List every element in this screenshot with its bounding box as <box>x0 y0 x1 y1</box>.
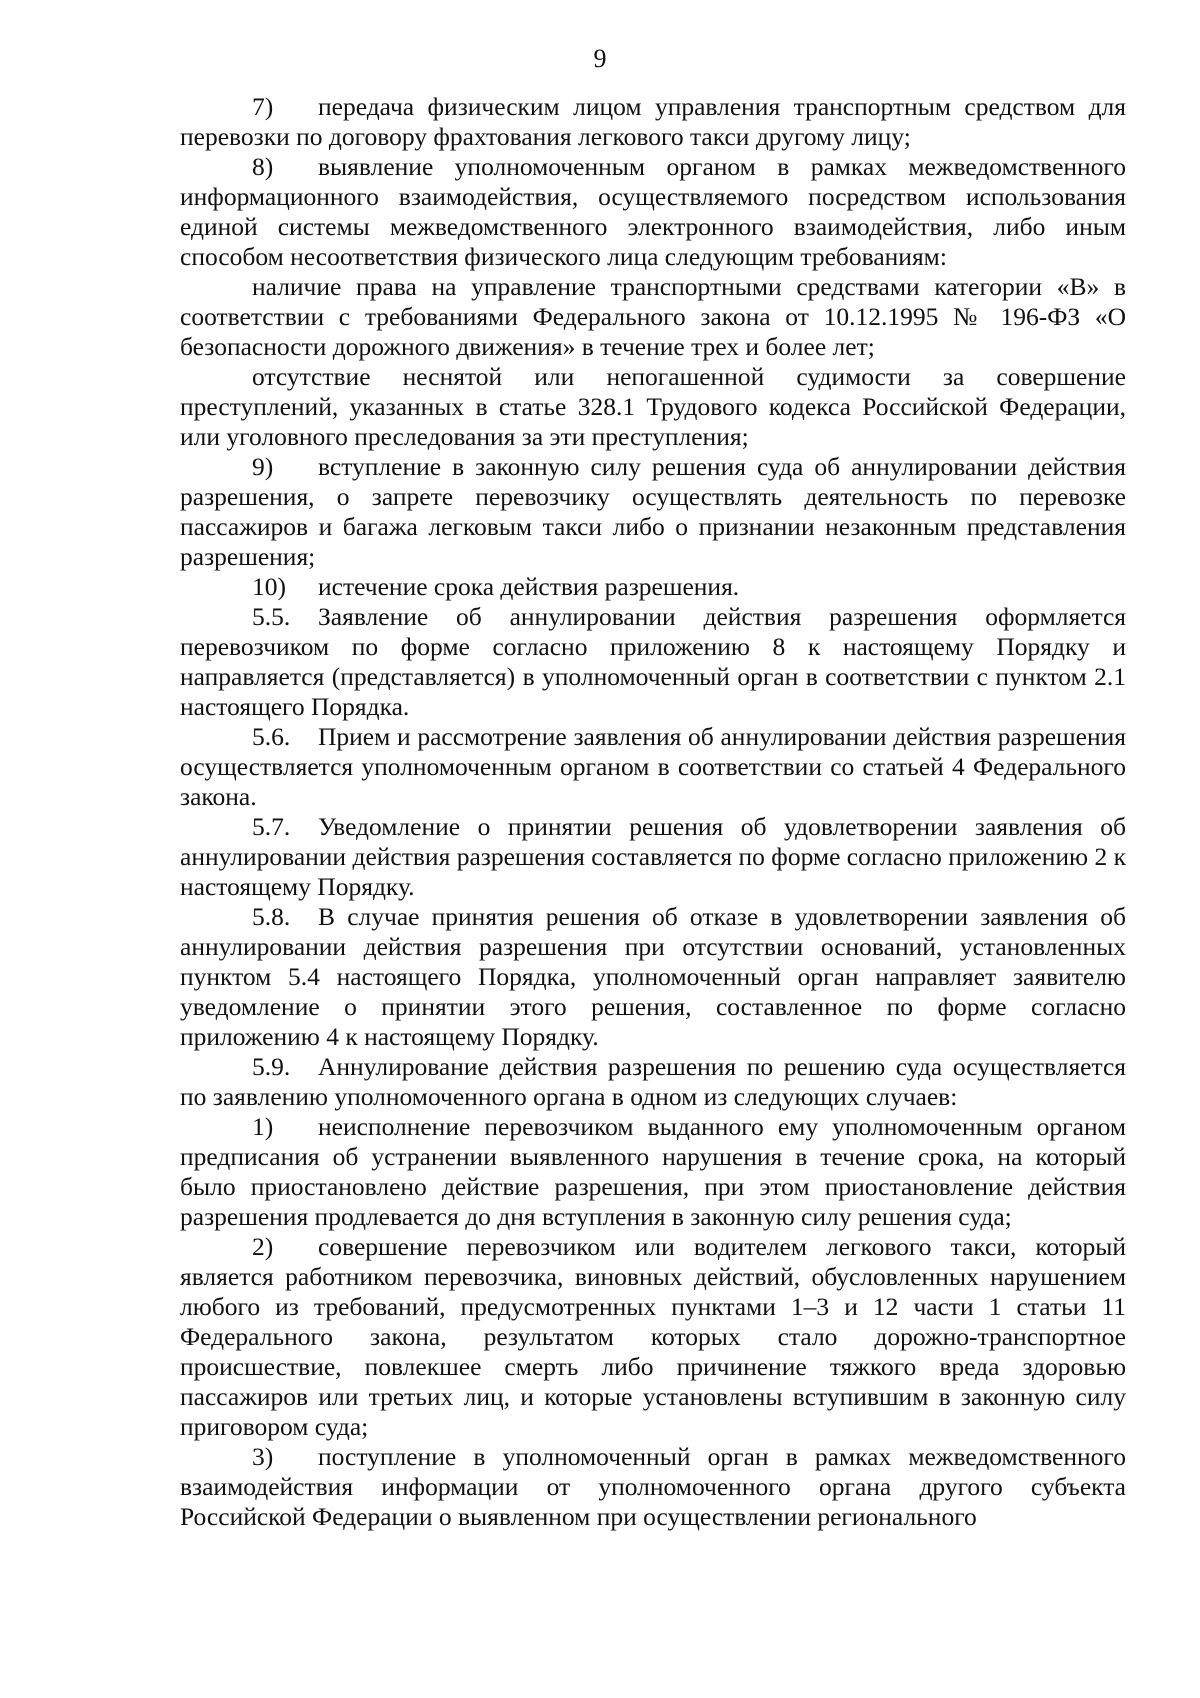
paragraph-number: 9) <box>252 452 274 481</box>
paragraph <box>180 1442 1126 1532</box>
paragraph-number: 3) <box>252 1442 274 1471</box>
paragraph-text: Прием и рассмотрение заявления об аннулировании действия разрешения осуществляется уполномоченным органом в соответствии со статьей 4 Федерального закона. <box>180 722 1126 811</box>
paragraph <box>180 602 1126 722</box>
paragraph <box>180 722 1126 812</box>
paragraph-text: Заявление об аннулировании действия разрешения оформляется перевозчиком по форме согласно приложению 8 к настоящему Порядку и направляется (представляется) в уполномоченный орган в соответствии с пунктом 2.1 настоящего Порядка. <box>180 602 1126 721</box>
paragraph-text: неисполнение перевозчиком выданного ему уполномоченным органом предписания об устранении выявленного нарушения в течение срока, на который было приостановлено действие разрешения, при этом приостановление действия разрешения продлевается до дня вступления в законную силу решения суда; <box>180 1112 1126 1231</box>
paragraph <box>180 812 1126 902</box>
paragraph-text: выявление уполномоченным органом в рамках межведомственного информационного взаимодействия, осуществляемого посредством использования единой системы межведомственного электронного взаимодействия, либо иным способом несоответствия физического лица следующим требованиям: <box>180 152 1126 271</box>
paragraph-text: поступление в уполномоченный орган в рамках межведомственного взаимодействия информации от уполномоченного органа другого субъекта Российской Федерации о выявленном при осуществлении регионального <box>180 1442 1126 1531</box>
paragraph-number: 5.5. <box>252 602 291 631</box>
paragraph <box>180 362 1126 452</box>
paragraph-number: 7) <box>252 92 274 121</box>
paragraph <box>180 902 1126 1052</box>
paragraph-number: 2) <box>252 1232 274 1261</box>
paragraph <box>180 272 1126 362</box>
paragraph-text: совершение перевозчиком или водителем легкового такси, который является работником перевозчика, виновных действий, обусловленных нарушением любого из требований, предусмотренных пунктами 1–3 и 12 части 1 статьи 11 Федерального закона, результатом которых стало дорожно-транспортное происшествие, повлекшее смерть либо причинение тяжкого вреда здоровью пассажиров или третьих лиц, и которые установлены вступившим в законную силу приговором суда; <box>180 1232 1126 1441</box>
page-number: 9 <box>593 44 607 73</box>
paragraph <box>180 452 1126 572</box>
paragraph-number: 8) <box>252 152 274 181</box>
paragraph-text: истечение срока действия разрешения. <box>318 572 740 601</box>
paragraph-text: В случае принятия решения об отказе в удовлетворении заявления об аннулировании действия разрешения при отсутствии оснований, установленных пунктом 5.4 настоящего Порядка, уполномоченный орган направляет заявителю уведомление о принятии этого решения, составленное по форме согласно приложению 4 к настоящему Порядку. <box>180 902 1126 1051</box>
paragraph <box>180 1052 1126 1112</box>
paragraph <box>180 572 1126 602</box>
paragraph-text: передача физическим лицом управления транспортным средством для перевозки по договору фрахтования легкового такси другому лицу; <box>180 92 1126 151</box>
paragraph-text: Аннулирование действия разрешения по решению суда осуществляется по заявлению уполномоченного органа в одном из следующих случаев: <box>180 1052 1126 1111</box>
paragraph-text: вступление в законную силу решения суда об аннулировании действия разрешения, о запрете перевозчику осуществлять деятельность по перевозке пассажиров и багажа легковым такси либо о признании незаконным представления разрешения; <box>180 452 1126 571</box>
paragraph-text: Уведомление о принятии решения об удовлетворении заявления об аннулировании действия разрешения составляется по форме согласно приложению 2 к настоящему Порядку. <box>180 812 1126 901</box>
paragraph-number: 1) <box>252 1112 274 1141</box>
paragraph-number: 5.6. <box>252 722 291 751</box>
paragraph-number: 5.7. <box>252 812 291 841</box>
paragraph <box>180 152 1126 272</box>
paragraph-text: отсутствие неснятой или непогашенной судимости за совершение преступлений, указанных в статье 328.1 Трудового кодекса Российской Федерации, или уголовного преследования за эти преступления; <box>180 362 1126 451</box>
paragraph <box>180 92 1126 152</box>
paragraph-number: 5.8. <box>252 902 291 931</box>
paragraph <box>180 1112 1126 1232</box>
paragraph-text: наличие права на управление транспортными средствами категории «В» в соответствии с требованиями Федерального закона от 10.12.1995 № 196-ФЗ «О безопасности дорожного движения» в течение трех и более лет; <box>180 272 1126 361</box>
paragraph-number: 5.9. <box>252 1052 291 1081</box>
paragraph <box>180 1232 1126 1442</box>
paragraph-number: 10) <box>252 572 286 601</box>
document-body <box>180 92 1126 1532</box>
